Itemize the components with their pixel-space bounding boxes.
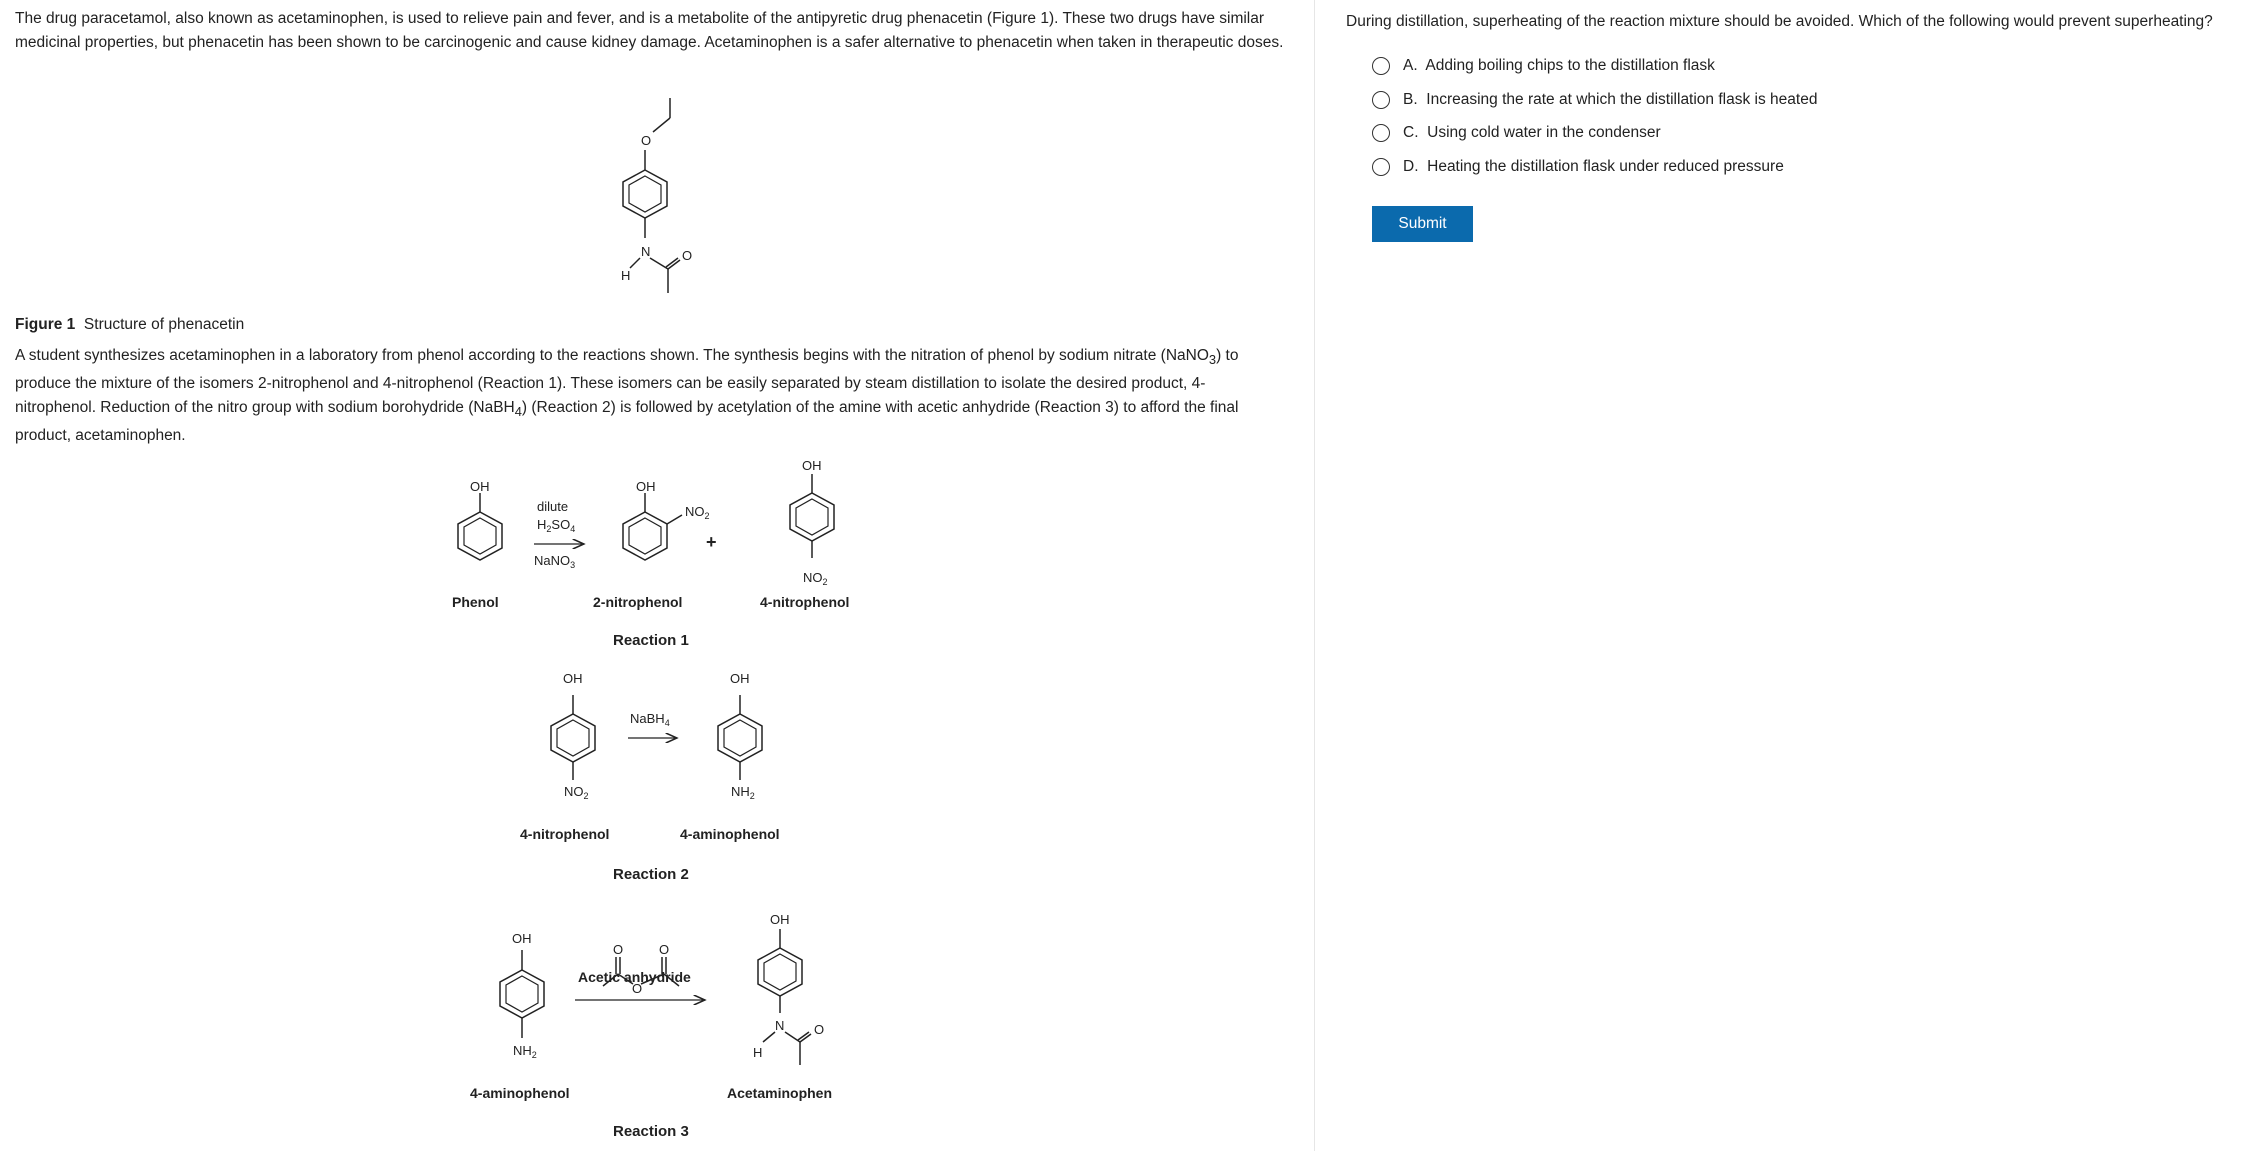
choice-c[interactable]	[1372, 121, 1661, 145]
choice-c-text: C. Using cold water in the condenser	[1403, 124, 1661, 141]
r3-start-nh2: $NH_2$	[513, 1043, 537, 1060]
phenacetin-carbonyl-oxygen: O	[682, 248, 693, 263]
acetaminophen-oh: OH	[770, 912, 790, 927]
4-nitrophenol-no2: $NO_2$	[803, 570, 828, 587]
choice-d[interactable]	[1372, 155, 1784, 179]
submit-button[interactable]: Submit	[1372, 206, 1473, 242]
phenol-label: Phenol	[452, 594, 499, 610]
question-panel	[1316, 0, 2254, 1151]
acetic-anhydride-label: Acetic anhydride	[578, 969, 691, 985]
reaction2-title: Reaction 2	[613, 866, 689, 883]
r3-4-aminophenol-molecule	[500, 950, 544, 1038]
4-aminophenol-molecule	[718, 695, 762, 780]
phenacetin-oxygen: O	[641, 133, 652, 148]
choice-d-text: D. Heating the distillation flask under reduced pressure	[1403, 158, 1784, 175]
reagent-dilute: dilute	[537, 499, 569, 514]
anhydride-oxygen-2: O	[659, 942, 670, 957]
acetaminophen-nitrogen: N	[775, 1018, 785, 1033]
4-nitrophenol-molecule	[790, 474, 834, 558]
reaction1-title: Reaction 1	[613, 632, 689, 649]
acetaminophen-molecule	[758, 929, 811, 1065]
r2-product-nh2: $NH_2$	[731, 784, 755, 801]
phenol-molecule	[458, 493, 502, 560]
phenacetin-structure	[590, 88, 720, 293]
r2-4-nitrophenol-molecule	[551, 695, 595, 780]
r2-start-label: 4-nitrophenol	[520, 826, 610, 842]
r3-start-oh: OH	[512, 931, 532, 946]
2-nitrophenol-molecule	[623, 493, 682, 560]
choice-a[interactable]	[1372, 54, 1715, 78]
r3-start-label: 4-aminophenol	[470, 1085, 570, 1101]
2-nitrophenol-label: 2-nitrophenol	[593, 594, 683, 610]
2-nitrophenol-no2: $NO_2$	[685, 504, 710, 521]
r2-start-oh: OH	[563, 671, 583, 686]
reagent-sodium-nitrate: NaNO$_3$	[534, 553, 576, 570]
choice-b[interactable]	[1372, 88, 1817, 112]
radio-d[interactable]	[1372, 158, 1390, 176]
4-nitrophenol-oh: OH	[802, 458, 822, 473]
r2-start-no2: $NO_2$	[564, 784, 589, 801]
anhydride-bridge-oxygen: O	[632, 981, 643, 996]
2-nitrophenol-oh: OH	[636, 479, 656, 494]
phenol-oh: OH	[470, 479, 490, 494]
choice-b-text: B. Increasing the rate at which the distillation flask is heated	[1403, 91, 1818, 108]
reaction-scheme	[430, 448, 890, 1148]
choice-a-text: A. Adding boiling chips to the distillation flask	[1403, 57, 1715, 74]
synthesis-paragraph: A student synthesizes acetaminophen in a laboratory from phenol according to the reactions shown. The synthesis begins with the nitration of phenol by sodium nitrate (NaNO$_3$) to produce the mixture of the isomers 2-nitrophenol and 4-nitrophenol (Reaction 1). These isomers can be easily separated by steam distillation to isolate the desired product, 4-nitrophenol. Reduction of the nitro group with sodium borohydride (NaBH$_4$) (Reaction 2) is followed by acetylation of the amine with acetic anhydride (Reaction 3) to afford the final product, acetaminophen.	[15, 347, 1239, 445]
reagent-sodium-borohydride: NaBH$_4$	[630, 711, 670, 728]
radio-b[interactable]	[1372, 91, 1390, 109]
phenacetin-hydrogen: H	[621, 268, 631, 283]
radio-a[interactable]	[1372, 57, 1390, 75]
reaction1-plus: +	[706, 532, 717, 552]
reagent-sulfuric-acid: $H_2SO_4$	[537, 517, 576, 534]
intro-paragraph: The drug paracetamol, also known as acetaminophen, is used to relieve pain and fever, and is a metabolite of the antipyretic drug phenacetin (Figure 1). These two drugs have similar medicinal properties, but phenacetin has been shown to be carcinogenic and cause kidney damage. Acetaminophen is a safer alternative to phenacetin when taken in therapeutic doses.	[15, 10, 1284, 51]
acetaminophen-hydrogen: H	[753, 1045, 763, 1060]
anhydride-oxygen-1: O	[613, 942, 624, 957]
acetaminophen-carbonyl-oxygen: O	[814, 1022, 825, 1037]
reaction3-title: Reaction 3	[613, 1123, 689, 1140]
r2-product-oh: OH	[730, 671, 750, 686]
r2-product-label: 4-aminophenol	[680, 826, 780, 842]
phenacetin-nitrogen: N	[641, 244, 651, 259]
radio-c[interactable]	[1372, 124, 1390, 142]
figure1-caption: Figure 1 Structure of phenacetin	[15, 316, 245, 333]
acetaminophen-label: Acetaminophen	[727, 1085, 833, 1101]
4-nitrophenol-label: 4-nitrophenol	[760, 594, 850, 610]
question-stem: During distillation, superheating of the reaction mixture should be avoided. Which of the following would prevent superheating?	[1346, 13, 2213, 30]
